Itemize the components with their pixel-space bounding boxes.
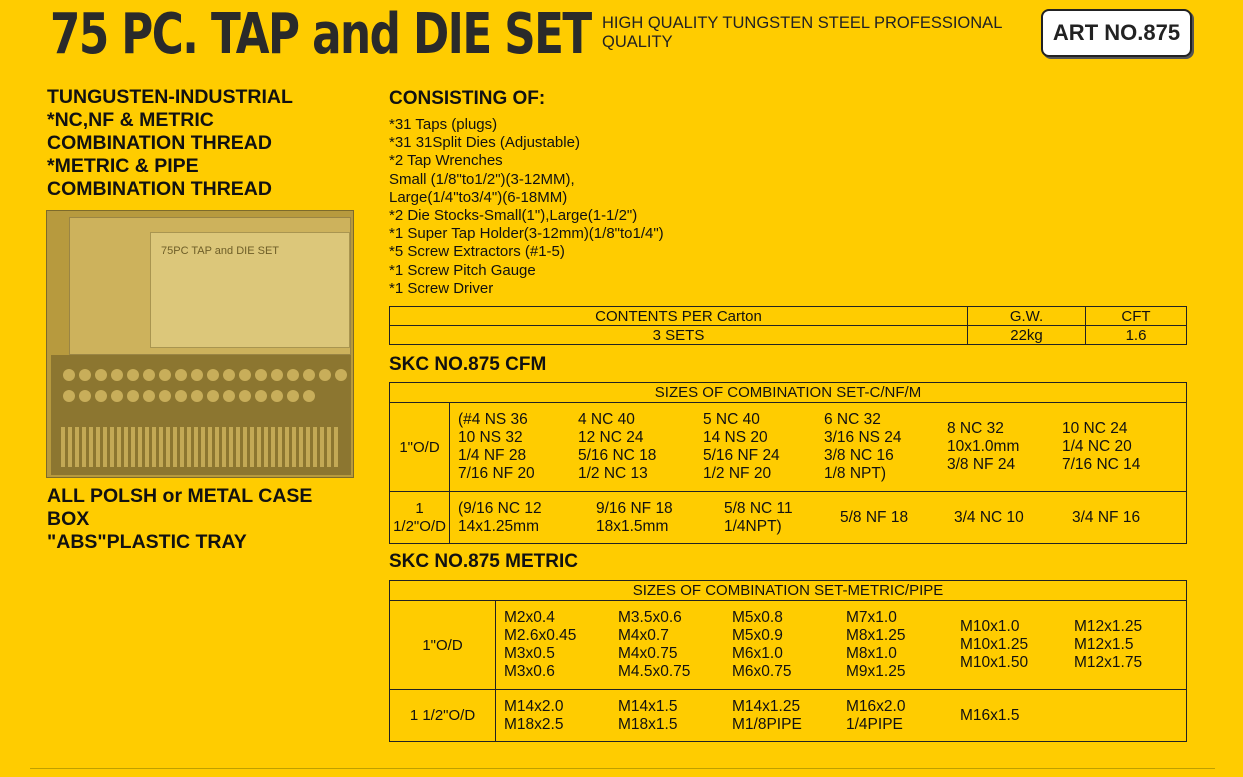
carton-value-cft: 1.6 [1086, 326, 1187, 345]
tap-slot [285, 427, 289, 467]
die-slot [239, 390, 251, 402]
size-entry: M10x1.25 [960, 636, 1029, 653]
die-slot [287, 369, 299, 381]
feature-line: TUNGUSTEN-INDUSTRIAL [47, 86, 293, 108]
size-entry: M12x1.5 [1074, 636, 1134, 653]
die-slot [63, 390, 75, 402]
page-subtitle: HIGH QUALITY TUNGSTEN STEEL PROFESSIONAL QUALITY [602, 14, 1002, 51]
tap-slot [334, 427, 338, 467]
size-entry: M14x1.5 [618, 697, 678, 715]
tap-slot [89, 427, 93, 467]
die-slot [271, 390, 283, 402]
tap-slot [166, 427, 170, 467]
carton-header-cft: CFT [1086, 307, 1187, 326]
case-line: "ABS"PLASTIC TRAY [47, 531, 247, 553]
size-entry: M12x1.25 [1074, 618, 1143, 635]
size-entry: M10x1.0 [960, 618, 1020, 635]
cfm-row2-label-line: 1/2"O/D [393, 517, 446, 535]
cfm-table-title: SIZES OF COMBINATION SET-C/NF/M [390, 383, 1187, 403]
tap-slot [278, 427, 282, 467]
size-entry: 3/8 NC 16 [824, 447, 894, 464]
cfm-row2-sizes [450, 500, 1186, 536]
size-entry: 3/4 NF 16 [1072, 508, 1141, 526]
tap-slot [271, 427, 275, 467]
cfm-row2-label-line: 1 [415, 499, 424, 517]
die-slot [319, 369, 331, 381]
case-label [150, 232, 350, 348]
size-entry: M6x0.75 [732, 663, 792, 680]
size-column [846, 698, 960, 734]
die-slot [111, 390, 123, 402]
consisting-list [389, 116, 949, 298]
page-title: 75 PC. TAP and DIE SET [50, 2, 591, 67]
product-photo [46, 210, 354, 478]
tap-slot [110, 427, 114, 467]
die-slot [303, 369, 315, 381]
tap-slot [82, 427, 86, 467]
consisting-heading: CONSISTING OF: [389, 88, 546, 109]
size-entry: 1/4 NC 20 [1062, 438, 1132, 455]
die-slot [111, 369, 123, 381]
size-entry: 14 NS 20 [703, 429, 768, 446]
tap-slot [145, 427, 149, 467]
die-slot [159, 369, 171, 381]
tap-slot [194, 427, 198, 467]
tap-slot [243, 427, 247, 467]
tap-slot [61, 427, 65, 467]
size-entry: 5/16 NC 18 [578, 447, 657, 464]
size-column [954, 509, 1072, 527]
carton-value-gw: 22kg [968, 326, 1086, 345]
tap-slot [222, 427, 226, 467]
size-entry: 1/4NPT) [724, 517, 782, 535]
size-entry: 10 NS 32 [458, 429, 523, 446]
die-slot [191, 369, 203, 381]
tap-slot [103, 427, 107, 467]
carton-header-gw: G.W. [968, 307, 1086, 326]
size-entry: 1/2 NF 20 [703, 465, 772, 482]
feature-line: *NC,NF & METRIC [47, 109, 214, 131]
size-entry: M18x2.5 [504, 715, 564, 733]
size-entry: 18x1.5mm [596, 517, 669, 535]
tap-slot [215, 427, 219, 467]
size-entry: 8 NC 32 [947, 420, 1004, 437]
size-entry: M9x1.25 [846, 663, 906, 680]
die-slot [223, 369, 235, 381]
size-column [846, 609, 960, 681]
case-lid [69, 217, 351, 355]
consisting-item: *1 Screw Driver [389, 279, 494, 297]
die-slot [79, 369, 91, 381]
consisting-item: *2 Tap Wrenches [389, 152, 503, 170]
size-entry: M2x0.4 [504, 609, 555, 626]
size-entry: 3/16 NS 24 [824, 429, 902, 446]
die-slot [255, 390, 267, 402]
size-column [947, 420, 1062, 474]
tap-slot [299, 427, 303, 467]
size-column [1072, 509, 1172, 527]
die-slot [95, 369, 107, 381]
case-description [47, 485, 367, 554]
cfm-row2-label [390, 492, 450, 544]
consisting-item: Large(1/4"to3/4")(6-18MM) [389, 188, 568, 206]
size-column [1074, 618, 1184, 672]
size-entry: 7/16 NF 20 [458, 465, 535, 482]
die-slot [175, 369, 187, 381]
size-column [732, 609, 846, 681]
size-column [578, 411, 703, 483]
tap-slot [138, 427, 142, 467]
feature-line: COMBINATION THREAD [47, 178, 272, 200]
size-entry: M3x0.6 [504, 663, 555, 680]
die-slot [63, 369, 75, 381]
consisting-item: *31 31Split Dies (Adjustable) [389, 134, 580, 152]
size-column [703, 411, 824, 483]
size-entry: M5x0.9 [732, 627, 783, 644]
size-entry: M18x1.5 [618, 715, 678, 733]
size-entry: M10x1.50 [960, 654, 1029, 671]
consisting-item: *5 Screw Extractors (#1-5) [389, 243, 565, 261]
size-entry: 9/16 NF 18 [596, 499, 673, 517]
bottom-divider [30, 768, 1215, 769]
die-slot [303, 390, 315, 402]
die-slot [175, 390, 187, 402]
size-entry: M4.5x0.75 [618, 663, 691, 680]
size-column [960, 707, 1070, 725]
die-slot [127, 369, 139, 381]
size-entry: M7x1.0 [846, 609, 897, 626]
carton-table [389, 306, 1187, 345]
size-column [458, 500, 596, 536]
metric-row2-sizes [496, 698, 1186, 734]
die-slot [207, 390, 219, 402]
tap-slot [75, 427, 79, 467]
case-tray [51, 355, 351, 475]
die-slot [127, 390, 139, 402]
cfm-heading: SKC NO.875 CFM [389, 354, 547, 375]
art-number-badge: ART NO.875 [1041, 9, 1192, 57]
die-slot [239, 369, 251, 381]
metric-row2-label: 1 1/2"O/D [390, 690, 496, 742]
consisting-item: *1 Super Tap Holder(3-12mm)(1/8"to1/4") [389, 225, 664, 243]
size-entry: M4x0.75 [618, 645, 678, 662]
size-column [840, 509, 954, 527]
size-column [724, 500, 840, 536]
case-line: ALL POLSH or METAL CASE [47, 485, 313, 507]
case-line: BOX [47, 508, 90, 530]
size-entry: (#4 NS 36 [458, 411, 528, 428]
die-slot [95, 390, 107, 402]
tap-slot [327, 427, 331, 467]
consisting-item: *2 Die Stocks-Small(1"),Large(1-1/2") [389, 207, 638, 225]
size-entry: M2.6x0.45 [504, 627, 577, 644]
die-slot [159, 390, 171, 402]
size-entry: (9/16 NC 12 [458, 499, 542, 517]
tap-slot [208, 427, 212, 467]
die-slot [223, 390, 235, 402]
tap-slot [187, 427, 191, 467]
size-entry: 5/16 NF 24 [703, 447, 780, 464]
size-entry: 5/8 NF 18 [840, 508, 909, 526]
tap-slot [152, 427, 156, 467]
size-entry: 6 NC 32 [824, 411, 881, 428]
size-entry: 1/2 NC 13 [578, 465, 648, 482]
size-entry: M14x2.0 [504, 697, 564, 715]
tap-slot [173, 427, 177, 467]
tap-slot [96, 427, 100, 467]
size-entry: 10 NC 24 [1062, 420, 1128, 437]
size-entry: 1/4PIPE [846, 715, 903, 733]
tap-slot [180, 427, 184, 467]
size-column [458, 411, 578, 483]
consisting-item: *31 Taps (plugs) [389, 116, 498, 133]
size-entry: 3/4 NC 10 [954, 508, 1024, 526]
size-column [1062, 420, 1172, 474]
die-slot [287, 390, 299, 402]
metric-row1-label: 1"O/D [390, 601, 496, 690]
metric-row1-sizes [496, 609, 1186, 681]
tap-slot [229, 427, 233, 467]
size-entry: M1/8PIPE [732, 715, 802, 733]
size-entry: 12 NC 24 [578, 429, 644, 446]
cfm-sizes-table [389, 382, 1187, 544]
size-entry: M16x1.5 [960, 706, 1020, 724]
size-entry: 10x1.0mm [947, 438, 1020, 455]
tap-slot [320, 427, 324, 467]
cfm-row1-sizes [450, 411, 1186, 483]
size-column [960, 618, 1074, 672]
tap-slot [292, 427, 296, 467]
die-slot [191, 390, 203, 402]
size-column [732, 698, 846, 734]
size-entry: M12x1.75 [1074, 654, 1143, 671]
size-entry: 14x1.25mm [458, 517, 539, 535]
tap-slot [201, 427, 205, 467]
carton-header-contents: CONTENTS PER Carton [390, 307, 968, 326]
tap-slot [306, 427, 310, 467]
feature-line: *METRIC & PIPE [47, 155, 199, 177]
tap-slot [124, 427, 128, 467]
carton-value-contents: 3 SETS [390, 326, 968, 345]
size-column [824, 411, 947, 483]
die-slot [207, 369, 219, 381]
consisting-item: *1 Screw Pitch Gauge [389, 261, 536, 279]
size-entry: M3x0.5 [504, 645, 555, 662]
size-column [596, 500, 724, 536]
size-entry: 5/8 NC 11 [724, 499, 793, 517]
metric-sizes-table [389, 580, 1187, 742]
tap-slot [131, 427, 135, 467]
tap-slot [117, 427, 121, 467]
size-entry: M5x0.8 [732, 609, 783, 626]
size-entry: M3.5x0.6 [618, 609, 682, 626]
size-entry: 5 NC 40 [703, 411, 760, 428]
die-slot [255, 369, 267, 381]
size-entry: M4x0.7 [618, 627, 669, 644]
die-slots [61, 367, 351, 409]
tap-slot [68, 427, 72, 467]
tap-slot [313, 427, 317, 467]
size-entry: M8x1.0 [846, 645, 897, 662]
tap-slot [250, 427, 254, 467]
size-entry: 1/8 NPT) [824, 465, 887, 482]
feature-list [47, 86, 367, 201]
size-entry: 1/4 NF 28 [458, 447, 527, 464]
case-label-text: 75PC TAP and DIE SET [161, 245, 280, 257]
metric-heading: SKC NO.875 METRIC [389, 551, 578, 572]
size-entry: M14x1.25 [732, 697, 801, 715]
die-slot [335, 369, 347, 381]
size-column [618, 698, 732, 734]
size-entry: M6x1.0 [732, 645, 783, 662]
feature-line: COMBINATION THREAD [47, 132, 272, 154]
size-entry: M16x2.0 [846, 697, 906, 715]
size-column [504, 698, 618, 734]
size-column [618, 609, 732, 681]
tap-slot [264, 427, 268, 467]
size-entry: 7/16 NC 14 [1062, 456, 1141, 473]
die-slot [271, 369, 283, 381]
size-column [504, 609, 618, 681]
cfm-row1-label: 1"O/D [390, 403, 450, 492]
die-slot [79, 390, 91, 402]
size-entry: 3/8 NF 24 [947, 456, 1016, 473]
metric-table-title: SIZES OF COMBINATION SET-METRIC/PIPE [390, 581, 1187, 601]
die-slot [143, 390, 155, 402]
tap-slots [61, 427, 351, 472]
die-slot [143, 369, 155, 381]
tap-slot [257, 427, 261, 467]
tap-slot [159, 427, 163, 467]
tap-slot [236, 427, 240, 467]
consisting-item: Small (1/8"to1/2")(3-12MM), [389, 170, 575, 188]
size-entry: M8x1.25 [846, 627, 906, 644]
size-entry: 4 NC 40 [578, 411, 635, 428]
